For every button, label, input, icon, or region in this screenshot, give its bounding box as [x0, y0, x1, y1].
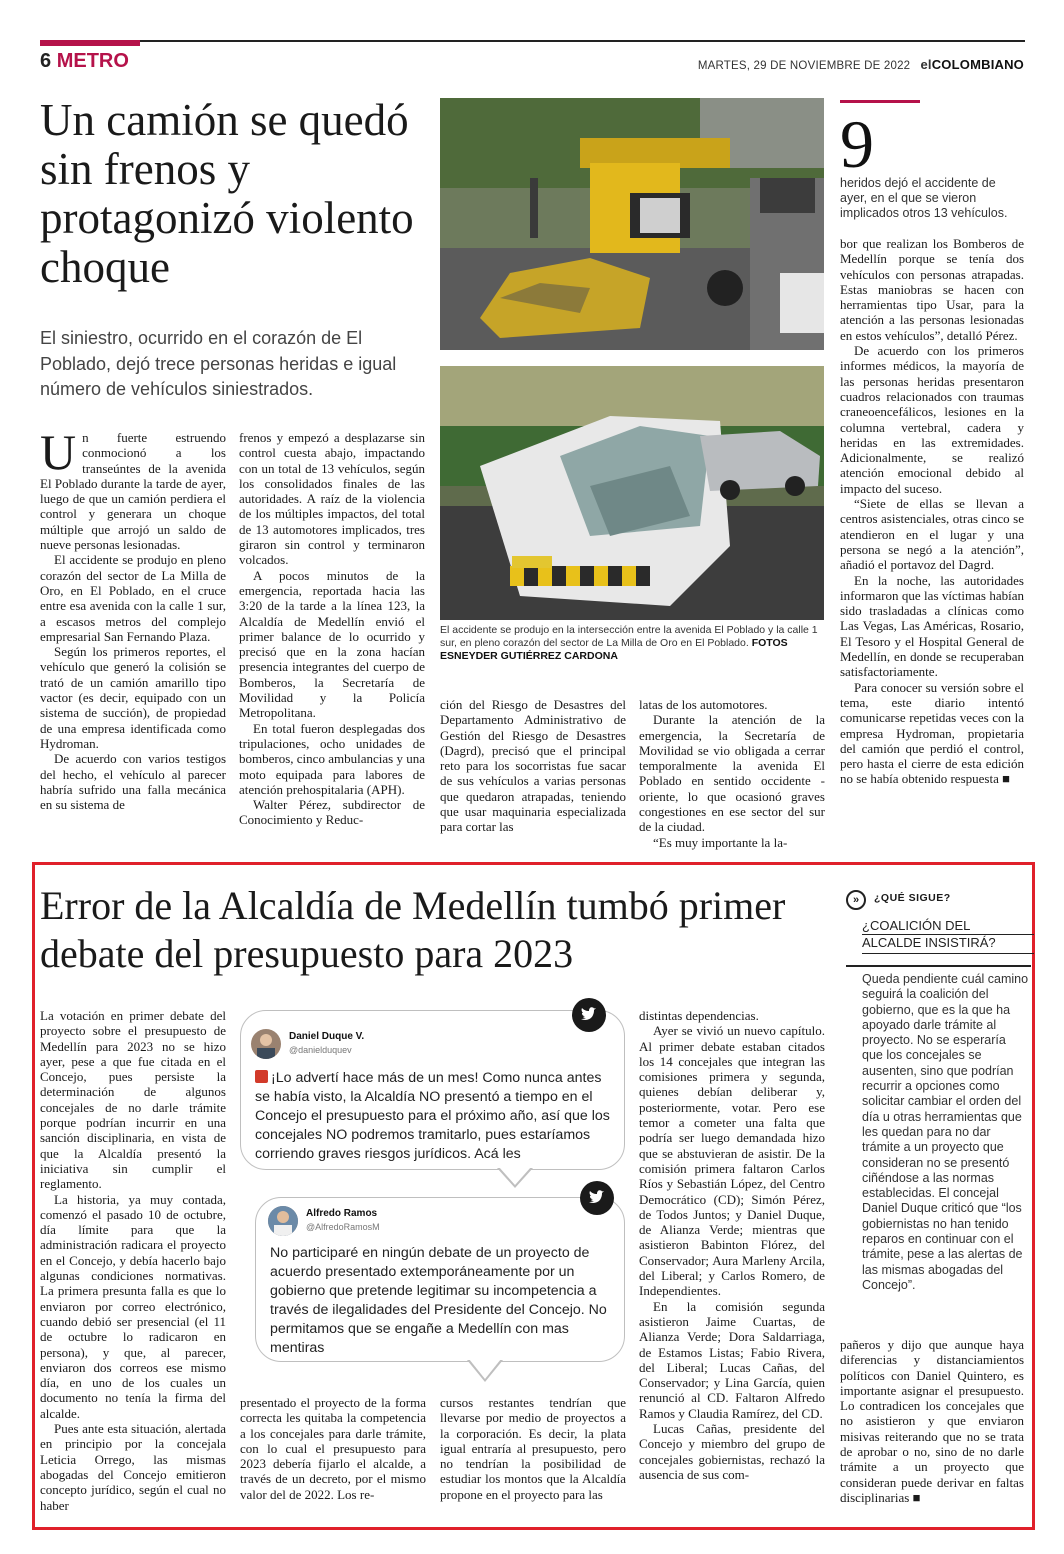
photo-truck-crash: [440, 98, 824, 350]
sidebar-rule: [846, 965, 1031, 967]
page-header: [40, 50, 129, 73]
paragraph: “Es muy importante la la-: [653, 834, 788, 850]
article2-column-3: [440, 1395, 626, 1502]
paragraph: ción del Riesgo de Desastres del Departamento Administrativo de Gestión del Riesgo de Desastres (Dagrd), precisó que el principal reto para los socorristas fue sacar de sus vehículos a varias personas que quedaron atrapadas, teniendo que usar maquinaria especializada para cortar las: [440, 697, 626, 835]
twitter-bird-icon: [572, 998, 606, 1032]
sidebar-label: ¿QUÉ SIGUE?: [874, 892, 951, 904]
paragraph: presentado el proyecto de la forma correcta les quitaba la competencia a los concejales para darle trámite, con lo cual el presupuesto para 2023 debería fijarlo el alcalde, a través de un decreto, por el mismo valor del de 2022. Los re-: [240, 1395, 426, 1502]
paragraph: Lucas Cañas, presidente del Concejo y miembro del grupo de concejales gobiernistas, rechazó la ausencia de sus com-: [639, 1421, 825, 1482]
paragraph: cursos restantes tendrían que llevarse por medio de proyectos a la corporación. Es decir, la plata igual entraría al presupuesto, pero no tendrían la posibilidad de estudiar los montos que la Alcaldía propone en el proyecto para las: [440, 1395, 626, 1502]
article-column-2: [239, 430, 425, 828]
article2-column-5: [840, 1337, 1024, 1505]
paragraph: A pocos minutos de la emergencia, reportada hacia las 3:20 de la tarde a la línea 123, la Alcaldía de Medellín envió el primer balance de lo ocurrido y precisó que en la zona hacían presencia integrantes del cuerpo de Bomberos, la Secretaría de Movilidad y la Policía Metropolitana.: [239, 567, 425, 721]
article-column-1: [40, 424, 226, 813]
tweet-card-ramos: [255, 1197, 625, 1362]
paragraph: pañeros y dijo que aunque haya diferencias y distanciamientos políticos con Daniel Quintero, es importante asignar el presupuesto. Lo contradicen los concejales que no asistieron y que enviaron misivas reiterando que no se trata de aprobar o no, sino de no darle trámite a un proyecto que consideran puede derivar en faltas disciplinarias ■: [840, 1337, 1024, 1505]
paragraph: Walter Pérez, subdirector de Conocimiento y Reduc-: [239, 797, 425, 828]
article2-column-4: [639, 1008, 825, 1482]
tweet-text: ¡Lo advertí hace más de un mes! Como nunca antes se había visto, la Alcaldía NO presentó a tiempo en el Concejo el presupuesto para el próximo año, así que los concejales NO podremos tramitarlo, pues estaríamos corriendo graves riesgos jurídicos. Acá les: [255, 1070, 610, 1162]
paragraph: “Siete de ellas se llevan a centros asistenciales, otras cinco se atendieron en el lugar y una persona se negó a la atención”, añadió el portavoz del Dagrd.: [840, 496, 1024, 573]
sidebar-title: ¿COALICIÓN DEL ALCALDE INSISTIRÁ?: [862, 918, 1034, 954]
article-column-3: [440, 697, 626, 835]
stat-number: 9: [840, 106, 874, 182]
paragraph: distintas dependencias.: [639, 1008, 759, 1023]
stat-text: heridos dejó el accidente de ayer, en el que se vieron implicados otros 13 vehículos.: [840, 176, 1008, 220]
issue-date: MARTES, 29 DE NOVIEMBRE DE 2022: [697, 60, 911, 72]
article-column-5: [840, 236, 1024, 787]
dropcap: U: [40, 424, 77, 480]
paragraph: De acuerdo con varios testigos del hecho, el vehículo al parecer habría sufrido una falla mecánica en su sistema de: [40, 751, 226, 813]
sidebar-body: Queda pendiente cuál camino seguirá la coalición del gobierno, que es la que ha apoyado darle trámite al proyecto. No se esperaría que los concejales se ausenten, sino que podrían recurrir a opciones como solicitar cambiar el orden del día u otras herramientas que les quedan para no dar trámite a un proyecto que consideran no se presentó ciñéndose a las normas establecidas. El concejal Daniel Duque criticó que “los gobiernistas no han tenido reparos en continuar con el trámite, pese a las alertas de las mismas abogadas del Concejo”.: [862, 972, 1029, 1292]
paragraph: La votación en primer debate del proyecto sobre el presupuesto de Medellín para 2023 no se hizo ayer, pese a que fue citada en el Concejo, pues persiste la determinación de algunos concejales de no darle trámite porque podrían incurrir en una sanción disciplinaria, en vista de que la Alcaldía presentó la iniciativa sin cumplir el reglamento.: [40, 1008, 226, 1192]
paragraph: Pues ante esta situación, alertada en principio por la concejala Leticia Orrego, las mismas abogadas del Concejo emitieron concepto jurídico, según el cual no haber: [40, 1421, 226, 1513]
paragraph: n fuerte estruendo conmocionó a los transeúntes de la avenida El Poblado durante la tarde de ayer, luego de que un camión perdiera el control y generara un choque múltiple que arrojó un saldo de nueve personas lesionadas.: [40, 430, 226, 553]
paragraph: La historia, ya muy contada, comenzó el pasado 10 de octubre, día límite para que la administración radicara el proyecto en el Concejo, y debía hacerlo bajo algunas condiciones normativas. La primera presunta falla es que lo enviaron por correo electrónico, cuando debió ser presencial (el 11 de octubre lo radicaron en persona), y que, al parecer, enviaron dos correos ese mismo día, en uno de los cuales un documento no tenía la firma del alcalde.: [40, 1191, 226, 1421]
paragraph: frenos y empezó a desplazarse sin control cuesta abajo, impactando con un total de 13 vehículos, según los consolidados finales de las autoridades. A raíz de la violencia de los múltiples impactos, del total de 13 automotores implicados, tres giraron sin control y terminaron volcados.: [239, 430, 425, 568]
photo-credit: FOTOS ESNEYDER GUTIÉRREZ CARDONA: [440, 637, 788, 662]
article-headline: Un camión se quedó sin frenos y protagonizó violento choque: [40, 95, 414, 292]
double-chevron-icon: »: [846, 890, 866, 910]
brand-logo: elCOLOMBIANO: [920, 57, 1024, 72]
tweet-text: No participaré en ningún debate de un proyecto de acuerdo presentado extemporáneamente por un gobierno que pretende legitimar su incompetencia a través de ilegalidades del Presidente del Concejo. No permitamos que se engañe a Medellín con mas mentiras: [270, 1245, 607, 1356]
article-column-4: [639, 697, 825, 850]
tweet-pointer-fill: [469, 1359, 501, 1379]
paragraph: El accidente se produjo en pleno corazón del sector de La Milla de Oro, en El Poblado, en el cruce entre esa avenida con la calle 1 sur, a escasos metros del complejo empresarial San Fernando Plaza.: [40, 552, 226, 644]
twitter-bird-icon: [580, 1181, 614, 1215]
caption-text: El accidente se produjo en la intersección entre la avenida El Poblado y la calle 1 sur, en pleno corazón del sector de La Milla de Oro en El Poblado.: [440, 624, 818, 649]
paragraph: Para conocer su versión sobre el tema, este diario intentó comunicarse repetidas veces con la empresa Hydroman, propietaria del camión que perdió el control, pero hasta el cierre de esta edición no se había obtenido respuesta ■: [840, 679, 1024, 787]
paragraph: Durante la atención de la emergencia, la Secretaría de Movilidad se vio obligada a cerrar temporalmente la avenida El Poblado en sentido occidente - oriente, lo que ocasionó graves congestiones en ese sector del sur de la ciudad.: [639, 712, 825, 835]
photo-wrecked-van: [440, 366, 824, 620]
tweet-handle: @AlfredoRamosM: [306, 1222, 380, 1232]
tweet-handle: @danielduquev: [289, 1045, 352, 1055]
paragraph: Ayer se vivió un nuevo capítulo. Al primer debate estaban citados los 14 concejales que integran las comisiones primera y segunda, quienes debían deliberar y, posteriormente, votar. Pero ese temor a cometer una falta que podría ser luego demandada hizo que se abstuvieran de asistir. De la comisión primera faltaron Carlos Ríos y Sebastián López, del Centro Democrático (CD); Simón Pérez, de Todos Juntos; y Daniel Duque, de Alianza Verde; mientras que asistieron Babinton Flórez, del Conservador; Aura Marleny Arcila, del Liberal; y Carlos Romero, de Independientes.: [639, 1023, 825, 1299]
section-name: METRO: [56, 50, 129, 72]
paragraph: bor que realizan los Bomberos de Medellín porque se tenía dos vehículos con personas atrapadas. Estas maniobras se hacen con herramientas tipo Usar, para la atención a las personas lesionadas en estos vehículos”, detalló Pérez.: [840, 236, 1024, 343]
tweet-card-duque: [240, 1010, 625, 1170]
siren-icon: [255, 1070, 268, 1083]
article2-column-2: [240, 1395, 426, 1502]
top-rule: [40, 40, 1025, 42]
paragraph: De acuerdo con los primeros informes médicos, la mayoría de las personas heridas presentaron cuadros relacionados con traumas craneoencefálicos, lesiones en la columna vertebral, cadera y heridas en las extremidades. Adicionalmente, se realizó atención emocional debido al impacto del suceso.: [840, 343, 1024, 496]
tweet-pointer-fill: [499, 1167, 531, 1185]
avatar: [268, 1206, 298, 1236]
paragraph: En total fueron desplegadas dos tripulaciones, ocho unidades de bomberos, cinco ambulancias y una moto equipada para labores de atención prehospitalaria (APH).: [239, 720, 425, 797]
dateline: [698, 57, 1024, 72]
avatar: [251, 1029, 281, 1059]
paragraph: En la noche, las autoridades informaron que las víctimas habían sido trasladadas a clínicas como Las Vegas, Las Américas, Rosario, El Tesoro y el Hospital General de Medellín, en donde se recuperaban satisfactoriamente.: [840, 572, 1024, 680]
article2-headline: Error de la Alcaldía de Medellín tumbó primer debate del presupuesto para 2023: [40, 883, 786, 976]
photo-caption: [440, 624, 824, 663]
page-number: 6: [40, 50, 52, 72]
stat-accent-bar: [840, 100, 920, 103]
article-deck: El siniestro, ocurrido en el corazón de El Poblado, dejó trece personas heridas e igual número de vehículos siniestrados.: [40, 328, 397, 399]
paragraph: Según los primeros reportes, el vehículo que generó la colisión se trató de un camión amarillo tipo vactor (es decir, equipado con un sistema de succión), de propiedad de una empresa identificada como Hydroman.: [40, 644, 226, 751]
section-accent-bar: [40, 40, 140, 46]
paragraph: En la comisión segunda asistieron Jaime Cuartas, de Alianza Verde; Dora Saldarriaga, de Estamos Listas; Fabio Rivera, del Liberal; Lucas Cañas, del Conservador; y Lina García, quien renunció al CD. Faltaron Alfredo Ramos y Claudia Ramírez, del CD.: [639, 1298, 825, 1421]
paragraph: latas de los automotores.: [639, 697, 768, 712]
tweet-author: Alfredo Ramos: [306, 1208, 378, 1219]
tweet-author: Daniel Duque V.: [289, 1031, 365, 1042]
article2-column-1: [40, 1008, 226, 1513]
